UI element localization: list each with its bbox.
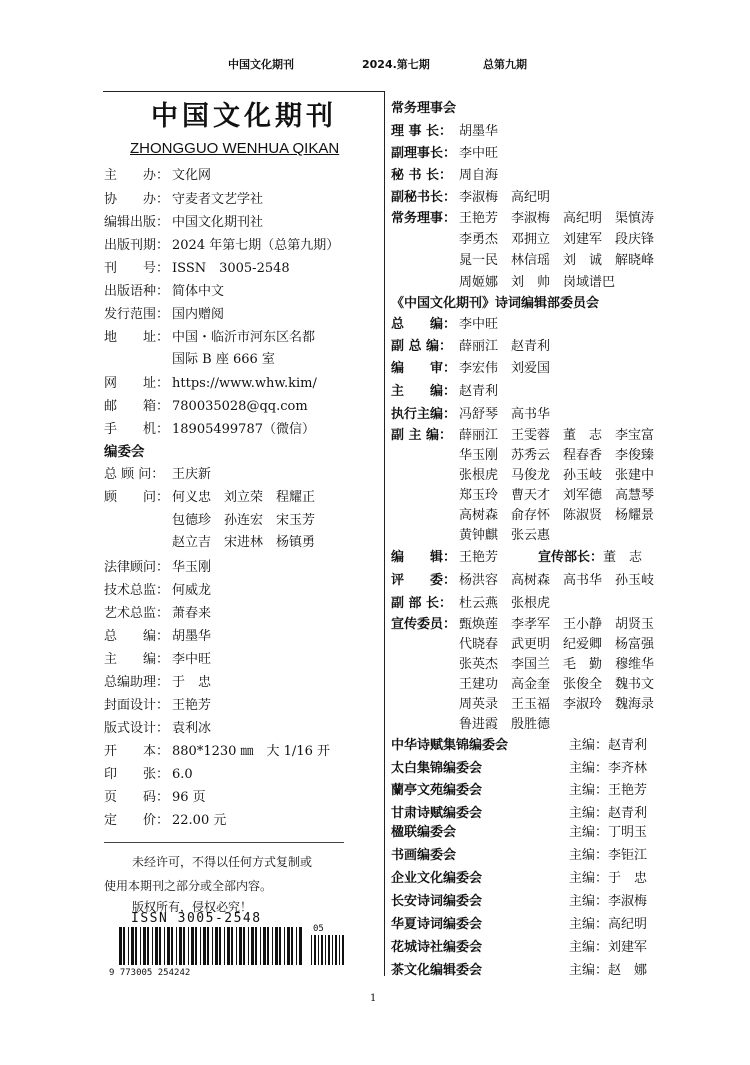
barcode-bar (195, 927, 197, 965)
committee-row: 华夏诗词编委会 主编：高纪明 (391, 917, 648, 932)
info-row: 发行范围： 国内赠阅 (104, 307, 225, 322)
masthead-subtitle: ZHONGGUO WENHUA QIKAN (130, 140, 340, 157)
barcode-bar (296, 927, 297, 965)
barcode-bar (212, 927, 213, 965)
barcode-bar (159, 927, 161, 965)
svg-text:ISSN 3005-2548: ISSN 3005-2548 (131, 911, 262, 926)
board-row: 印 张： 6.0 (104, 767, 193, 782)
email-link[interactable]: 780035028@qq.com (172, 399, 308, 414)
info-row: 主 办： 文化网 (104, 168, 212, 183)
committee-row: 企业文化编委会 主编：于 忠 (391, 871, 648, 886)
barcode-addon-bar (332, 935, 333, 965)
barcode-bar (143, 927, 146, 965)
board-row: 版式设计： 袁利冰 (104, 721, 212, 736)
barcode-bar (155, 927, 158, 965)
poetry-committee-title: 《中国文化期刊》诗词编辑部委员会 (391, 296, 600, 311)
committee-row: 太白集锦编委会 主编：李齐林 (391, 761, 648, 776)
barcode-bar (219, 927, 221, 965)
propaganda-names: 张英杰 李国兰 毛 勤 穆维华 (459, 657, 655, 672)
poetry-row: 执行主编： 冯舒琴 高书华 (391, 407, 551, 422)
barcode-bar (128, 927, 129, 965)
header-journal: 中国文化期刊 (228, 58, 294, 71)
info-row: 编辑出版： 中国文化期刊社 (104, 215, 264, 230)
barcode-bar (272, 927, 273, 965)
copyright-notice: 版权所有，侵权必究！ (132, 900, 253, 914)
barcode-bar (227, 927, 230, 965)
board-row: 总编助理： 于 忠 (104, 675, 212, 690)
barcode-addon-bar (311, 935, 312, 965)
info-row: 刊 号： ISSN 3005-2548 (104, 261, 290, 276)
board-row: 页 码： 96 页 (104, 790, 206, 805)
committee-row: 茶文化编辑委会 主编：赵 娜 (391, 963, 648, 978)
board-row: 封面设计： 王艳芳 (104, 698, 212, 713)
council-names: 周姬娜 刘 帅 岗域谱巴 (459, 275, 616, 290)
barcode-addon-bar (342, 935, 344, 965)
barcode-bar (251, 927, 254, 965)
info-row: 出版刊期： 2024 年第七期（总第九期） (104, 238, 340, 253)
poetry-row: 主 编： 赵青利 (391, 384, 499, 399)
barcode-bar (176, 927, 177, 965)
vice-editor-names: 张根虎 马俊龙 孙玉岐 张建中 (459, 468, 655, 483)
info-row: 国际 B 座 666 室 (172, 352, 275, 367)
barcode-bar (255, 927, 257, 965)
info-row: 出版语种： 简体中文 (104, 284, 225, 299)
council-names: 李勇杰 邓拥立 刘建军 段庆锋 (459, 232, 655, 247)
svg-text:9 773005 254242: 9 773005 254242 (109, 968, 191, 977)
judges-row: 评 委： 杨洪容 高树森 高书华 孙玉岐 (391, 573, 655, 588)
barcode-bar (263, 927, 266, 965)
committee-row: 书画编委会 主编：李钜江 (391, 848, 648, 863)
barcode-bar (179, 927, 182, 965)
info-row: 协 办： 守麦者文艺学社 (104, 192, 264, 207)
barcode-addon-bar (318, 935, 319, 965)
barcode-bar (260, 927, 261, 965)
barcode-bar (147, 927, 149, 965)
board-row: 开 本： 880*1230 ㎜ 大 1/16 开 (104, 744, 330, 759)
council-row: 副秘书长： 李淑梅 高纪明 (391, 190, 551, 205)
barcode-bar (183, 927, 185, 965)
barcode-bar (299, 927, 302, 965)
committee-row: 花城诗社编委会 主编：刘建军 (391, 940, 648, 955)
barcode-bar (215, 927, 218, 965)
page-number: 1 (370, 993, 377, 1004)
barcode-bar (188, 927, 189, 965)
barcode-bar (287, 927, 290, 965)
council-title: 常务理事会 (391, 101, 457, 116)
barcode-addon-bar (328, 935, 330, 965)
vice-dept-row: 副 部 长： 杜云燕 张根虎 (391, 596, 551, 611)
vice-editor-names: 郑玉玲 曹天才 刘军德 高慧琴 (459, 488, 655, 503)
copyright-notice: 未经许可，不得以任何方式复制或 (132, 855, 313, 869)
info-row: 手 机： 18905499787（微信） (104, 422, 315, 437)
header-issue: 2024.第七期 (362, 58, 430, 71)
top-rule (103, 91, 385, 92)
barcode-bar (123, 927, 125, 965)
board-title: 编委会 (104, 444, 145, 460)
board-row: 艺术总监： 萧春来 (104, 606, 212, 621)
svg-text:05: 05 (313, 924, 324, 934)
committee-row: 甘肃诗赋编委会 主编：赵青利 (391, 806, 648, 821)
barcode-bar (284, 927, 285, 965)
notice-divider (104, 842, 344, 843)
barcode-addon-bar (335, 935, 337, 965)
board-row: 主 编： 李中旺 (104, 652, 212, 667)
masthead-title: 中国文化期刊 (151, 101, 337, 132)
issn-barcode (107, 911, 347, 981)
barcode-bar (171, 927, 173, 965)
header-total: 总第九期 (483, 58, 527, 71)
info-row: 网 址： https://www.whw.kim/ (104, 376, 317, 391)
propaganda-row: 宣传委员： 甄焕莲 李孝军 王小静 胡贤玉 (391, 617, 655, 632)
column-divider (384, 91, 385, 976)
barcode-addon-bar (321, 935, 323, 965)
barcode-bar (140, 927, 141, 965)
barcode-bar (291, 927, 293, 965)
poetry-row: 编 审： 李宏伟 刘爱国 (391, 361, 551, 376)
committee-row: 蘭亭文苑编委会 主编：王艳芳 (391, 783, 648, 798)
board-row: 赵立吉 宋进林 杨镇勇 (172, 535, 316, 550)
council-row: 理 事 长： 胡墨华 (391, 124, 499, 139)
vice-editor-names: 高树森 俞存怀 陈淑贤 杨耀景 (459, 508, 655, 523)
board-row: 法律顾问： 华玉刚 (104, 560, 212, 575)
barcode-addon-bar (314, 935, 316, 965)
barcode-bar (239, 927, 242, 965)
council-row: 副理事长： 李中旺 (391, 146, 499, 161)
barcode-bar (243, 927, 245, 965)
barcode-bar (231, 927, 233, 965)
barcode-bar (135, 927, 137, 965)
barcode-bar (191, 927, 194, 965)
poetry-row: 总 编： 李中旺 (391, 317, 499, 332)
vice-editor-names: 华玉刚 苏秀云 程春香 李俊臻 (459, 448, 655, 463)
barcode-bar (203, 927, 206, 965)
barcode-bar (279, 927, 281, 965)
barcode-graphic (107, 911, 347, 977)
barcode-bar (275, 927, 278, 965)
poetry-row: 副 总 编： 薛丽江 赵青利 (391, 339, 551, 354)
barcode-bar (248, 927, 249, 965)
committee-row: 楹联编委会 主编：丁明玉 (391, 825, 648, 840)
barcode-bar (200, 927, 201, 965)
copyright-notice: 使用本期刊之部分或全部内容。 (104, 879, 273, 893)
website-link[interactable]: https://www.whw.kim/ (172, 376, 317, 391)
board-row: 包德珍 孙连宏 宋玉芳 (172, 513, 316, 528)
barcode-addon-bar (325, 935, 326, 965)
barcode-bar (236, 927, 237, 965)
board-row: 技术总监： 何威龙 (104, 583, 212, 598)
committee-row: 中华诗赋集锦编委会 主编：赵青利 (391, 738, 648, 753)
propaganda-head-row: 宣传部长：董 志 (538, 550, 643, 565)
barcode-bar (164, 927, 165, 965)
barcode-bar (167, 927, 170, 965)
council-names: 晁一民 林信瑶 刘 诚 解晓峰 (459, 253, 655, 268)
barcode-bar (119, 927, 122, 965)
propaganda-names: 周英录 王玉福 李淑玲 魏海录 (459, 697, 655, 712)
info-row: 地 址： 中国・临沂市河东区名都 (104, 330, 316, 345)
poetry-row: 副 主 编： 薛丽江 王雯蓉 董 志 李宝富 (391, 428, 655, 443)
editor-row: 编 辑： 王艳芳 (391, 550, 499, 565)
vice-editor-names: 黄钟麒 张云惠 (459, 528, 551, 543)
board-row: 顾 问： 何义忠 刘立荣 程耀正 (104, 490, 316, 505)
board-row: 总 编： 胡墨华 (104, 629, 212, 644)
barcode-bar (152, 927, 153, 965)
propaganda-names: 代晓春 武更明 纪爱卿 杨富强 (459, 637, 655, 652)
barcode-bar (224, 927, 225, 965)
propaganda-names: 鲁进霞 殷胜德 (459, 717, 551, 732)
barcode-bar (267, 927, 269, 965)
info-row: 邮 箱： 780035028@qq.com (104, 399, 308, 414)
board-row: 定 价： 22.00 元 (104, 813, 227, 828)
board-row: 总 顾 问： 王庆新 (104, 467, 212, 482)
barcode-bar (131, 927, 134, 965)
propaganda-names: 王建功 高金奎 张俊全 魏书文 (459, 677, 655, 692)
barcode-addon-bar (339, 935, 340, 965)
council-row: 常务理事： 王艳芳 李淑梅 高纪明 渠慎涛 (391, 211, 655, 226)
council-row: 秘 书 长： 周自海 (391, 168, 499, 183)
barcode-bar (207, 927, 209, 965)
committee-row: 长安诗词编委会 主编：李淑梅 (391, 894, 648, 909)
